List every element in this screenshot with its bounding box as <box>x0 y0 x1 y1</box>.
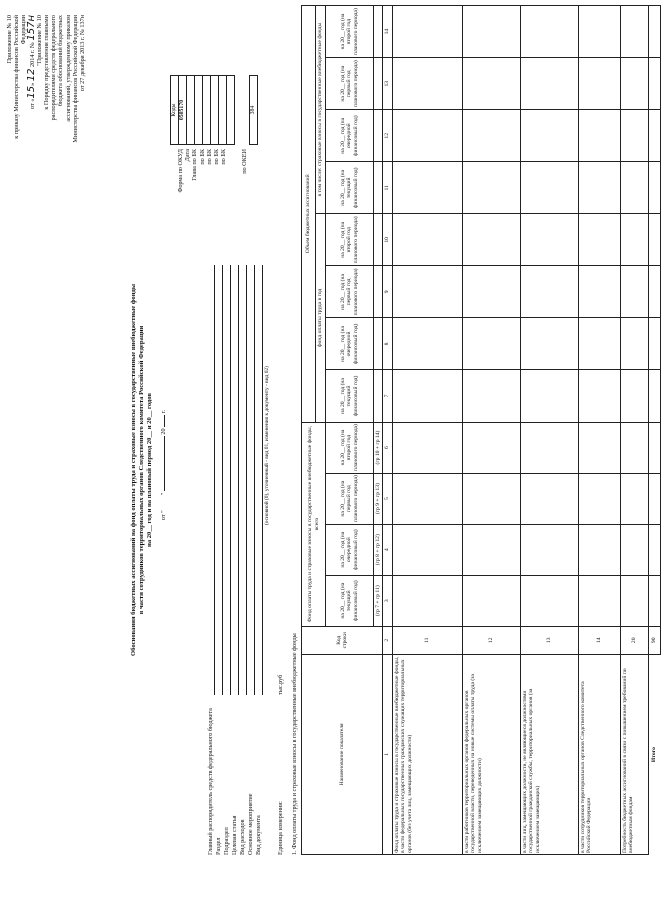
col-number: 12 <box>383 110 392 162</box>
date-label: Дата <box>184 149 192 162</box>
form-okud-value: 0505170 <box>179 76 187 145</box>
approval-line: Приложение № 10 <box>6 15 13 64</box>
field-label: Главный распорядитель средств федерального бюджета <box>207 708 214 855</box>
approval-line: к приказу Министерства финансов Российской <box>13 15 21 139</box>
approval-line: "Приложение № 10 <box>35 15 43 66</box>
bk-label: по БК <box>198 149 206 165</box>
code-cell <box>227 76 235 145</box>
th-col: на 20__ год (на первый год планового периода) <box>326 58 374 110</box>
th-col: на 20__ год (на второй год планового периода) <box>326 422 374 473</box>
document-title <box>130 145 154 795</box>
approval-line: к Порядку представления главными <box>43 15 51 110</box>
th-name: Наименование показателя <box>302 654 383 854</box>
th-col: на 20__ год (на первый год планового периода) <box>326 266 374 318</box>
field-label: Целевая статья <box>231 815 238 855</box>
section-heading: 1. Фонд оплаты труда и страховые взносы в государственные внебюджетные фонды <box>291 633 298 855</box>
code-cell <box>187 76 195 145</box>
approval-line: Министерства финансов Российской Федерации <box>71 15 79 143</box>
field-line <box>230 265 231 695</box>
row-code: 13 <box>520 626 578 654</box>
handwritten-day: 15 <box>25 85 37 99</box>
code-cell <box>203 76 211 145</box>
main-table <box>301 5 661 855</box>
header-fields <box>207 675 263 855</box>
th-group-fot: Фонд оплаты труда и страховые взносы в государственные внебюджетные фонды, всего <box>302 422 326 626</box>
th-code: Код строки <box>302 626 383 654</box>
codes-table <box>170 75 258 145</box>
col-number: 9 <box>383 266 392 318</box>
col-number: 6 <box>383 422 392 473</box>
codes-labels <box>170 149 249 215</box>
th-col: на 20__ год (на второй год планового периода) <box>326 214 374 266</box>
bk-label: по БК <box>213 149 221 165</box>
field-line <box>246 265 247 695</box>
th-col: на 20__ год (на текущий финансовый год) <box>326 575 374 626</box>
row-code: 14 <box>578 626 620 654</box>
th-formula: (гр 10 + гр 14) <box>374 422 383 473</box>
form-okud-label: Форма по ОКУД <box>177 149 184 193</box>
col-number: 10 <box>383 214 392 266</box>
field-line <box>262 265 263 695</box>
approval-line: от 27 декабря 2013 г. № 137н <box>79 15 87 92</box>
row-name: в части работников территориальных органов федеральных органов государственной власти, переведенных на новые системы оплаты труда (за исключением замещающих должности) <box>462 654 520 854</box>
row-name: Фонд оплаты труда и страховые взносы в государственные внебюджетные фонды, в части федеральных государственных гражданских служащих территориальных органов (без учета лиц, замещающих должности) <box>392 654 462 854</box>
field-label: Вид документа <box>255 815 262 855</box>
col-number: 7 <box>383 370 392 422</box>
th-col: на 20__ год (на очередной финансовый год) <box>326 318 374 370</box>
th-insurance: в том числе: страховые взносы в государственные внебюджетные фонды <box>316 6 326 214</box>
col-number: 5 <box>383 473 392 524</box>
col-number: 8 <box>383 318 392 370</box>
row-name: в части лиц, замещающих должности, не являющиеся должностями государственной гражданской службы, территориальных органов (за исключением замещающих) <box>520 654 578 854</box>
row-name: Потребность бюджетных ассигнований в связи с повышением требований по внебюджетным фондам <box>620 654 648 854</box>
handwritten-month: 12 <box>25 68 37 82</box>
col-number: 11 <box>383 162 392 214</box>
th-group-volume: Объем бюджетных ассигнований <box>302 6 316 423</box>
total-label: Итого <box>648 654 660 854</box>
th-col: на 20__ год (на текущий финансовый год) <box>326 370 374 422</box>
col-number: 4 <box>383 524 392 575</box>
col-number: 3 <box>383 575 392 626</box>
title-line: на 20__ год и на плановый период 20__ и 20__ годов <box>146 393 153 547</box>
title-date: от " " 20 г. <box>160 409 167 521</box>
field-label: Вид расходов <box>239 819 246 855</box>
bk-label: по БК <box>220 149 228 165</box>
approval-line: распорядителями средств федерального <box>50 15 58 121</box>
col-number: 14 <box>383 6 392 58</box>
bk-label: Глава по БК <box>191 149 199 181</box>
th-incl: в том числе: <box>317 167 324 197</box>
okei-label: по ОКЕИ <box>241 149 249 174</box>
code-cell <box>211 76 219 145</box>
row-code: 20 <box>620 626 648 654</box>
col-number: 1 <box>383 654 392 854</box>
approval-line: ассигнований, утвержденному приказом <box>64 15 72 122</box>
field-line <box>222 265 223 695</box>
row-code: 90 <box>648 626 660 654</box>
th-formula: (гр 7 + гр 11) <box>374 575 383 626</box>
field-label: Подраздел <box>223 827 230 855</box>
unit-label: Единица измерения: <box>277 801 284 855</box>
approval-block <box>6 15 86 245</box>
code-cell <box>195 76 203 145</box>
field-label: Основное мероприятие <box>247 793 254 855</box>
doc-type-note: (основной (0), уточненный - вид 01, изменения к документу - вид 02) <box>264 366 270 525</box>
th-col: на 20__ год (на текущий финансовый год) <box>326 162 374 214</box>
th-col: на 20__ год (на второй год планового периода) <box>326 6 374 58</box>
approval-line: Федерации <box>20 15 28 45</box>
row-code: 12 <box>462 626 520 654</box>
approval-date: от «15» 12 2014 г. № 157н <box>25 15 37 109</box>
field-line <box>214 265 215 695</box>
th-fund: фонд оплаты труда в год <box>316 214 326 422</box>
field-line <box>238 265 239 695</box>
row-code: 11 <box>392 626 462 654</box>
approval-line: бюджета обоснований бюджетных <box>57 15 65 107</box>
col-number: 13 <box>383 58 392 110</box>
col-number: 2 <box>383 626 392 654</box>
th-col: на 20__ год (на первый год планового периода) <box>326 473 374 524</box>
th-col: на 20__ год (на очередной финансовый год) <box>326 110 374 162</box>
code-cell <box>219 76 227 145</box>
field-label: Раздел <box>215 837 222 855</box>
title-line: в части сотрудников территориальных органов Следственного комитета Российской Федерации <box>138 325 145 615</box>
bk-label: по БК <box>205 149 213 165</box>
handwritten-number: 157н <box>25 15 37 41</box>
row-name: в части сотрудников территориальных органов Следственного комитета Российской Федерации <box>578 654 620 854</box>
okei-value: 384 <box>250 76 258 145</box>
field-line <box>254 265 255 695</box>
th-col: на 20__ год (на очередной финансовый год) <box>326 524 374 575</box>
unit-value: тыс.руб <box>277 674 284 695</box>
title-line: Обоснования бюджетных ассигнований на фонд оплаты труда и страховые взносы в государственные внебюджетные фонды <box>130 284 137 656</box>
codes-header: Коды <box>171 76 179 145</box>
th-formula: (гр 9 + гр 13) <box>374 473 383 524</box>
th-formula: (гр 8 + гр 12) <box>374 524 383 575</box>
